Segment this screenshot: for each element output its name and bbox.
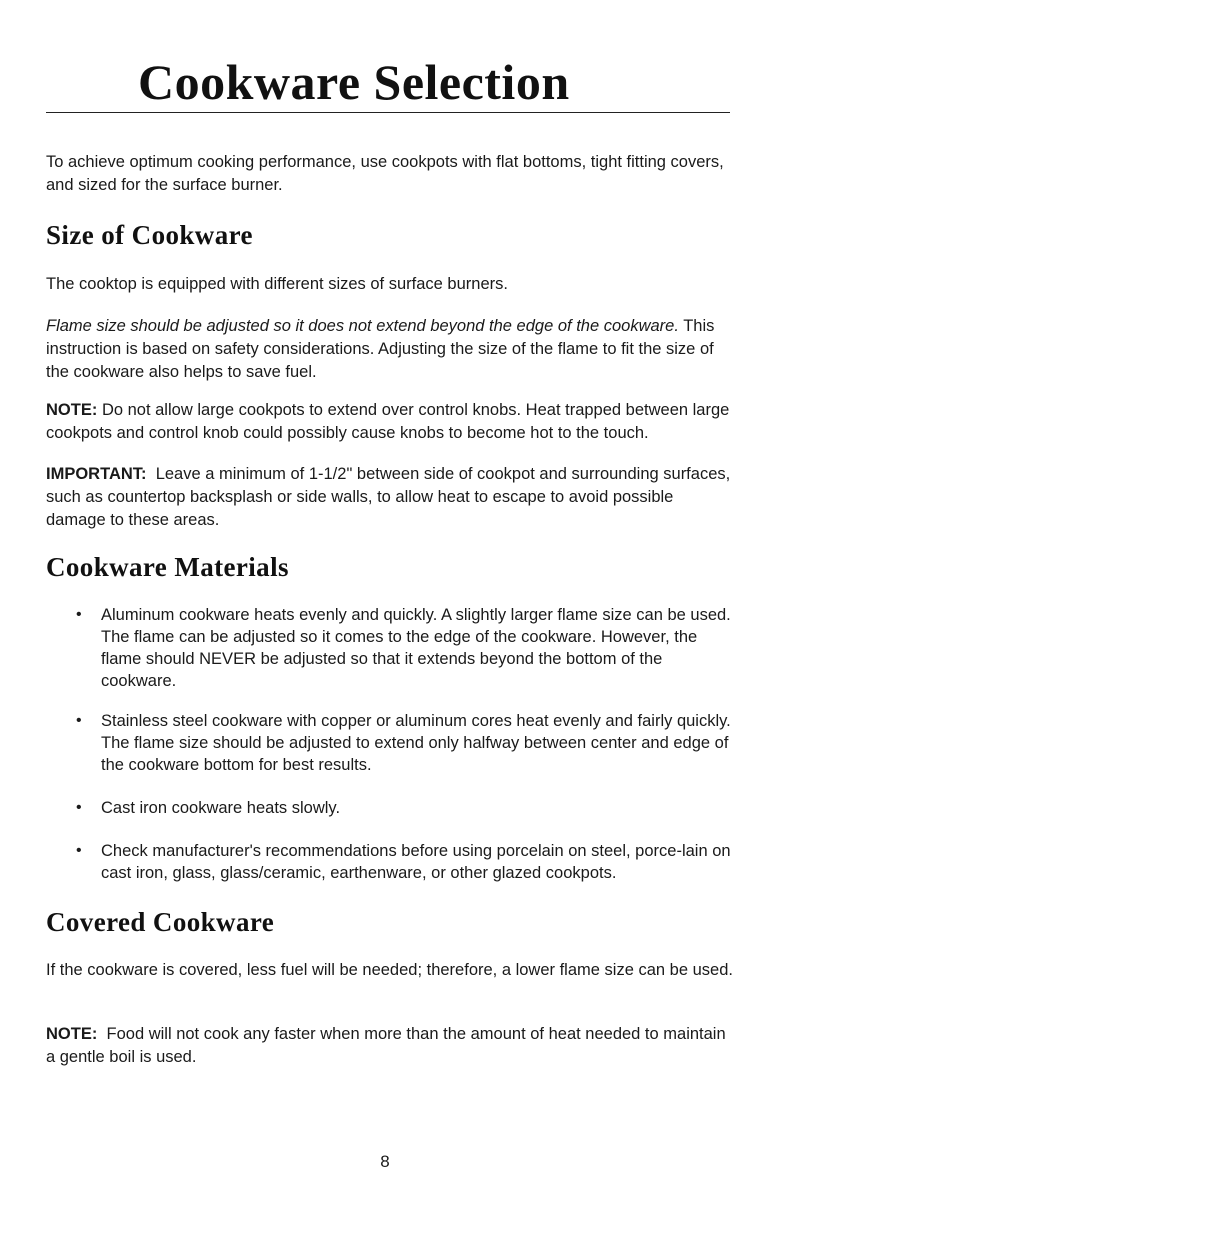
- cookware-materials-heading: Cookware Materials: [46, 552, 289, 582]
- important-label: IMPORTANT:: [46, 465, 147, 483]
- size-intro-paragraph: The cooktop is equipped with different sizes of surface burners.: [46, 275, 508, 293]
- note-text: Food will not cook any faster when more than the amount of heat needed to maintain a gentle boil is used.: [46, 1025, 726, 1066]
- bullet-icon: •: [76, 606, 82, 623]
- list-item-text: Aluminum cookware heats evenly and quickly. A slightly larger flame size can be used. The flame can be adjusted so it comes to the edge of the cookware. However, the flame should NEVER be adjusted so that it extends beyond the bottom of the cookware.: [101, 606, 731, 690]
- flame-size-explanation: This instruction is based on safety considerations. Adjusting the size of the flame to fit the size of the cookware also helps to save fuel.: [46, 317, 715, 381]
- gentle-boil-note: [46, 1023, 734, 1069]
- bullet-icon: •: [76, 712, 82, 729]
- page-title: Cookware Selection: [138, 54, 570, 110]
- note-label: NOTE:: [46, 401, 98, 419]
- note-text: Do not allow large cookpots to extend over control knobs. Heat trapped between large cookpots and control knob could possibly cause knobs to become hot to the touch.: [46, 401, 730, 442]
- covered-intro-paragraph: If the cookware is covered, less fuel will be needed; therefore, a lower flame size can be used.: [46, 961, 733, 979]
- flame-size-italic-sentence: Flame size should be adjusted so it does not extend beyond the edge of the cookware.: [46, 317, 679, 335]
- bullet-icon: •: [76, 842, 82, 859]
- note-label: NOTE:: [46, 1025, 98, 1043]
- flame-size-paragraph: [46, 315, 734, 384]
- materials-bullet-list: [46, 604, 736, 884]
- list-item-text: Cast iron cookware heats slowly.: [101, 799, 341, 817]
- list-item-text: Check manufacturer's recommendations before using porcelain on steel, porce-lain on cast iron, glass, glass/ceramic, earthenware, or other glazed cookpots.: [101, 842, 731, 882]
- page-number: 8: [380, 1152, 390, 1171]
- list-item-stainless-steel: [46, 710, 736, 776]
- list-item-text: Stainless steel cookware with copper or aluminum cores heat evenly and fairly quickly. The flame size should be adjusted to extend only halfway between center and edge of the cookware bottom for best results.: [101, 712, 731, 774]
- important-text: Leave a minimum of 1-1/2" between side of cookpot and surrounding surfaces, such as countertop backsplash or side walls, to allow heat to escape to avoid possible damage to these areas.: [46, 465, 731, 529]
- list-item-cast-iron: [46, 797, 736, 819]
- intro-paragraph: To achieve optimum cooking performance, use cookpots with flat bottoms, tight fitting covers, and sized for the surface burner.: [46, 153, 724, 194]
- title-underline-rule: [46, 112, 730, 113]
- size-of-cookware-heading: Size of Cookware: [46, 220, 253, 250]
- control-knob-note: [46, 399, 734, 445]
- list-item-aluminum: [46, 604, 736, 692]
- important-clearance-note: [46, 463, 734, 532]
- covered-cookware-heading: Covered Cookware: [46, 907, 275, 937]
- list-item-manufacturer-recommendations: [46, 840, 736, 884]
- bullet-icon: •: [76, 799, 82, 816]
